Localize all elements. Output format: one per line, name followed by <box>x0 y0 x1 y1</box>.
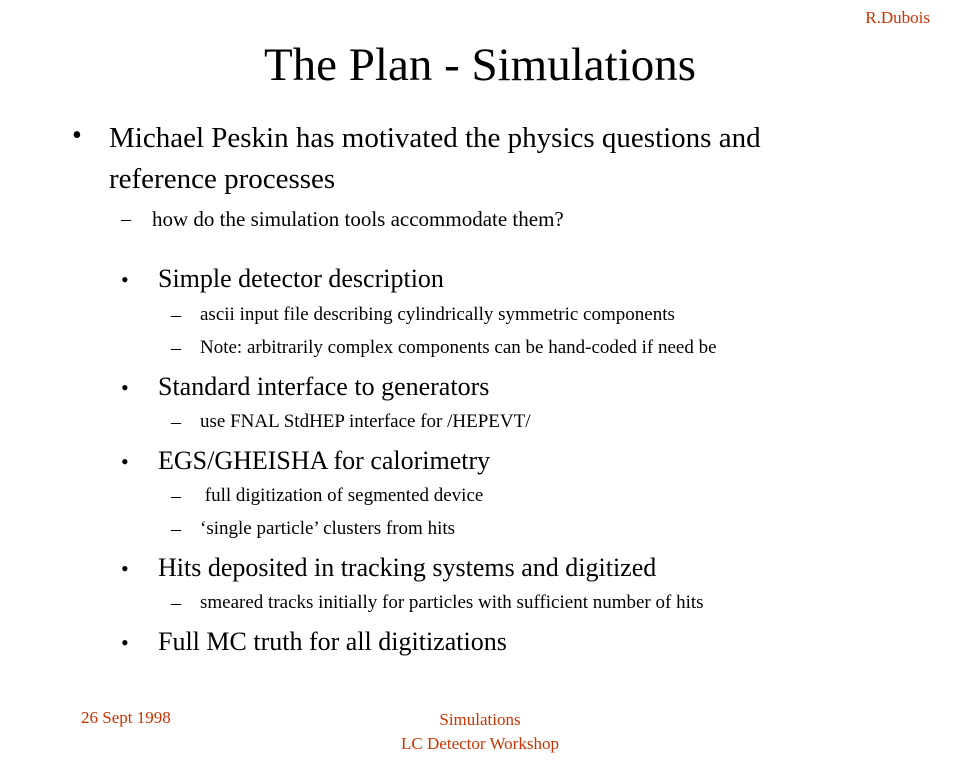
sub-list-item: ascii input file describing cylindrically symmetric components <box>200 304 675 325</box>
bullet-icon: • <box>121 556 129 581</box>
author-label: R.Dubois <box>865 8 930 27</box>
list-item: Hits deposited in tracking systems and digitized <box>158 553 657 582</box>
sub-list-item: Note: arbitrarily complex components can be hand-coded if need be <box>200 337 717 358</box>
list-item: EGS/GHEISHA for calorimetry <box>158 446 491 475</box>
bullet-icon: • <box>121 267 129 292</box>
dash-icon: – <box>171 411 181 433</box>
bullet-icon: • <box>121 630 129 655</box>
sub-list-item: ‘single particle’ clusters from hits <box>200 518 456 539</box>
dash-icon: – <box>171 304 181 326</box>
bullet-icon: • <box>121 375 129 400</box>
intro-bullet-text: Michael Peskin has motivated the physics questions and reference processes <box>109 122 761 195</box>
dash-icon: – <box>171 518 181 540</box>
dash-icon: – <box>171 337 181 359</box>
sub-list-item: full digitization of segmented device <box>200 485 484 506</box>
footer-center <box>330 708 630 756</box>
page-title: The Plan - Simulations <box>263 39 697 91</box>
list-item: Full MC truth for all digitizations <box>158 627 507 656</box>
bullet-icon: • <box>121 449 129 474</box>
sub-list-item: use FNAL StdHEP interface for /HEPEVT/ <box>200 411 531 432</box>
intro-sub-item: how do the simulation tools accommodate them? <box>152 207 564 231</box>
dash-icon: – <box>171 485 181 507</box>
dash-icon: – <box>121 208 131 230</box>
sub-list-item: smeared tracks initially for particles with sufficient number of hits <box>200 592 704 613</box>
footer-line-2: LC Detector Workshop <box>401 734 559 753</box>
footer-line-1: Simulations <box>439 710 521 729</box>
list-item: Simple detector description <box>158 264 444 293</box>
footer-date: 26 Sept 1998 <box>81 708 171 727</box>
bullet-icon: • <box>72 120 82 151</box>
dash-icon: – <box>171 592 181 614</box>
list-item: Standard interface to generators <box>158 372 490 401</box>
